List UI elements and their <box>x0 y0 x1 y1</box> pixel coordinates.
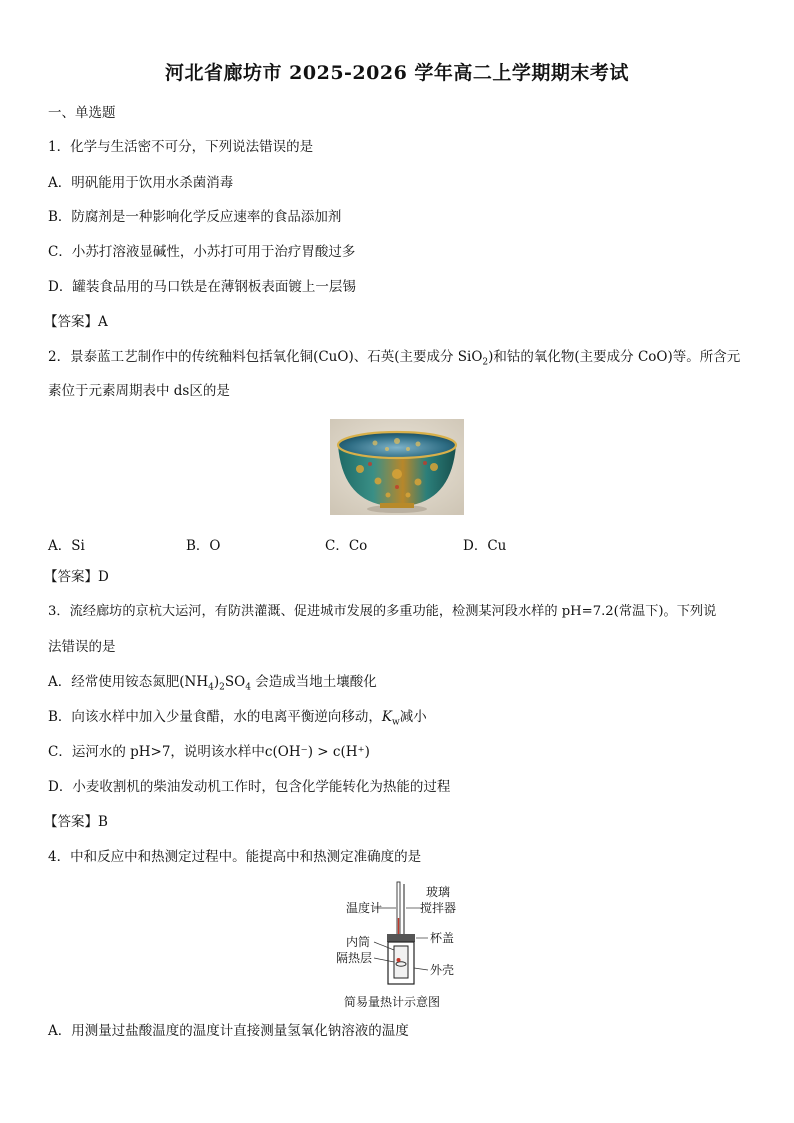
q3-a-text: A．经常使用铵态氮肥(NH <box>48 674 209 690</box>
q1-option-c: C．小苏打溶液显碱性，小苏打可用于治疗胃酸过多 <box>48 244 356 260</box>
q2-option-c: C．Co <box>325 538 368 554</box>
q3-answer: 【答案】B <box>44 814 108 830</box>
q2-option-b: B．O <box>186 538 221 554</box>
section-heading: 一、单选题 <box>48 105 116 121</box>
q3-option-c: C．运河水的 pH>7，说明该水样中c(OH⁻) > c(H⁺) <box>48 744 370 760</box>
label-stirrer: 搅拌器 <box>420 901 457 915</box>
q3-b-text2: 减小 <box>399 709 427 725</box>
cloisonne-bowl-image <box>330 419 464 515</box>
q1-stem: 1．化学与生活密不可分，下列说法错误的是 <box>48 139 314 155</box>
q3-a-sub1: 4 <box>208 682 214 693</box>
q1-answer: 【答案】A <box>44 314 108 330</box>
q3-a-text3: SO <box>224 674 246 690</box>
q2-stem-line1 <box>48 348 740 372</box>
q3-b-text: B．向该水样中加入少量食醋，水的电离平衡逆向移动， <box>48 709 382 725</box>
diagram-caption: 简易量热计示意图 <box>344 995 441 1009</box>
q2-option-d: D．Cu <box>463 538 507 554</box>
q3-b-k: K <box>381 709 393 725</box>
q3-stem-line1: 3．流经廊坊的京杭大运河，有防洪灌溉、促进城市发展的多重功能，检测某河段水样的 pH=7.2(常温下)。下列说 <box>48 604 717 619</box>
q3-b-sub: w <box>392 717 400 728</box>
q2-stem-text: 2．景泰蓝工艺制作中的传统釉料包括氧化铜(CuO)、石英(主要成分 SiO <box>48 349 483 365</box>
q2-stem-subscript: 2 <box>482 357 489 368</box>
q1-option-a: A．明矾能用于饮用水杀菌消毒 <box>48 175 234 191</box>
q4-stem: 4．中和反应中和热测定过程中。能提高中和热测定准确度的是 <box>48 849 422 865</box>
q2-stem-text-cont: )和钴的氧化物(主要成分 CoO)等。所含元 <box>488 349 741 365</box>
q2-answer: 【答案】D <box>44 569 109 585</box>
q3-option-b <box>48 708 427 732</box>
label-inner-cup: 内筒 <box>346 935 371 949</box>
label-glass: 玻璃 <box>426 885 451 899</box>
calorimeter-diagram <box>336 878 466 1014</box>
q3-option-a <box>48 673 377 697</box>
q2-stem-line2: 素位于元素周期表中 ds区的是 <box>48 383 230 399</box>
q2-option-a: A．Si <box>48 538 85 554</box>
label-shell: 外壳 <box>430 963 455 977</box>
q3-a-text2: ) <box>213 674 220 690</box>
page-title: 河北省廊坊市 2025-2026 学年高二上学期期末考试 <box>165 62 629 84</box>
label-thermometer: 温度计 <box>346 901 383 915</box>
q3-a-text4: 会造成当地土壤酸化 <box>250 674 377 690</box>
q4-option-a: A．用测量过盐酸温度的温度计直接测量氢氧化钠溶液的温度 <box>48 1023 409 1039</box>
q1-option-d: D．罐装食品用的马口铁是在薄钢板表面镀上一层锡 <box>48 279 356 295</box>
q3-a-sub3: 4 <box>245 682 251 693</box>
q2-options <box>48 534 748 552</box>
label-lid: 杯盖 <box>430 931 455 945</box>
label-insulation: 隔热层 <box>336 951 373 965</box>
q3-a-sub2: 2 <box>219 682 225 693</box>
q3-stem-line2: 法错误的是 <box>48 639 116 655</box>
q1-option-b: B．防腐剂是一种影响化学反应速率的食品添加剂 <box>48 209 342 225</box>
q3-option-d: D．小麦收割机的柴油发动机工作时，包含化学能转化为热能的过程 <box>48 779 451 795</box>
